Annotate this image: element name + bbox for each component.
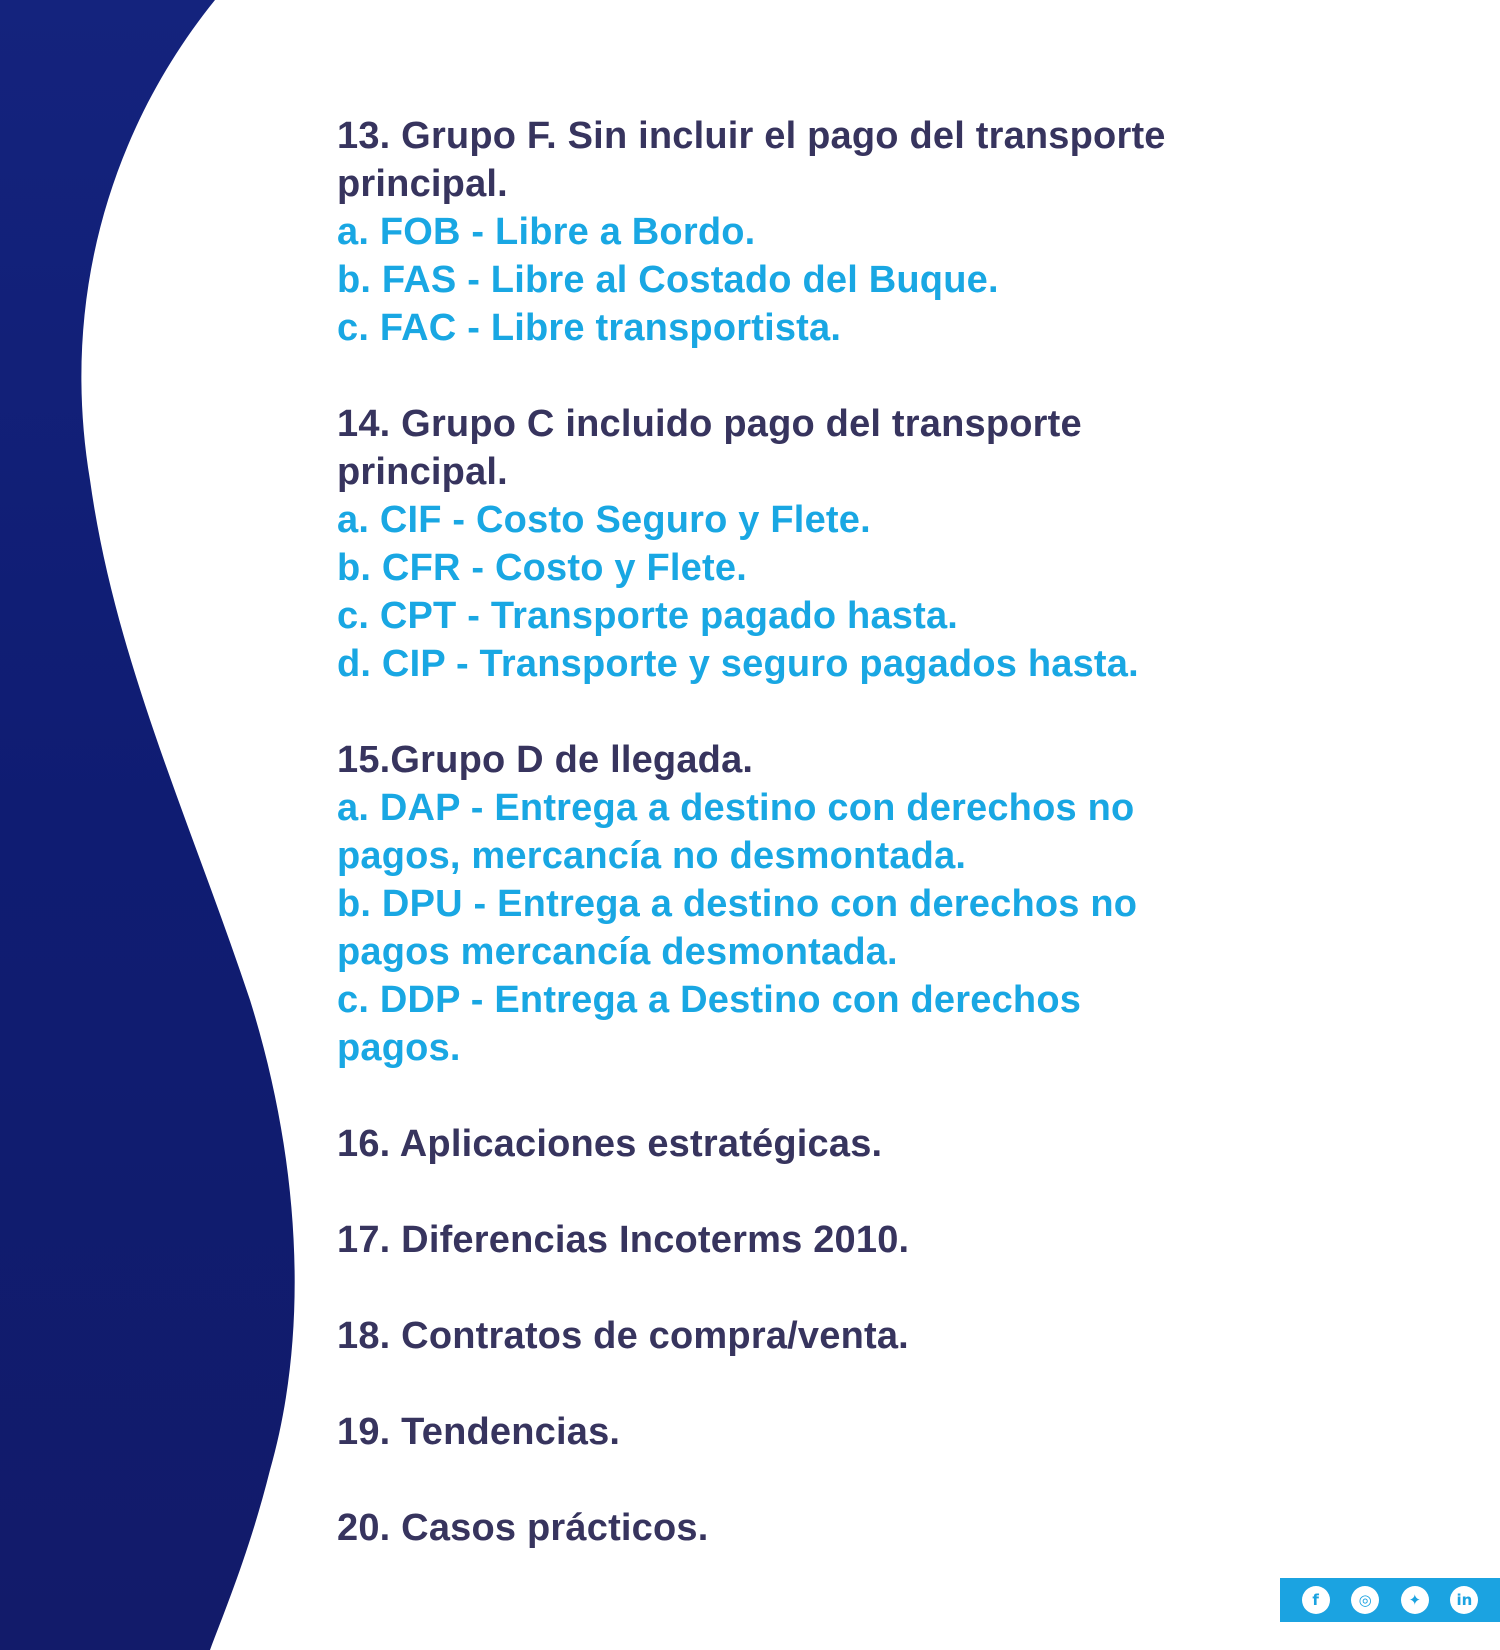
section-heading: 13. Grupo F. Sin incluir el pago del transporte bbox=[337, 115, 1166, 157]
subitem: a. CIF - Costo Seguro y Flete. bbox=[337, 499, 871, 541]
subitem: pagos. bbox=[337, 1027, 461, 1069]
subitem: b. FAS - Libre al Costado del Buque. bbox=[337, 259, 999, 301]
subitem: pagos mercancía desmontada. bbox=[337, 931, 898, 973]
section-heading: 19. Tendencias. bbox=[337, 1411, 621, 1453]
section-18 bbox=[337, 1312, 1457, 1360]
subitem: a. DAP - Entrega a destino con derechos no bbox=[337, 787, 1135, 829]
social-bar bbox=[1280, 1578, 1500, 1622]
section-20 bbox=[337, 1504, 1457, 1552]
subitem: b. CFR - Costo y Flete. bbox=[337, 547, 747, 589]
section-16 bbox=[337, 1120, 1457, 1168]
section-heading: 14. Grupo C incluido pago del transporte bbox=[337, 403, 1082, 445]
section-15 bbox=[337, 736, 1457, 1072]
instagram-icon[interactable]: ◎ bbox=[1351, 1586, 1379, 1614]
section-heading: 15.Grupo D de llegada. bbox=[337, 739, 754, 781]
twitter-icon[interactable]: ✦ bbox=[1401, 1586, 1429, 1614]
section-14 bbox=[337, 400, 1457, 688]
section-13 bbox=[337, 112, 1457, 352]
subitem: c. CPT - Transporte pagado hasta. bbox=[337, 595, 959, 637]
subitem: pagos, mercancía no desmontada. bbox=[337, 835, 967, 877]
facebook-icon[interactable]: f bbox=[1302, 1586, 1330, 1614]
subitem: d. CIP - Transporte y seguro pagados hasta. bbox=[337, 643, 1139, 685]
subitem: c. FAC - Libre transportista. bbox=[337, 307, 842, 349]
section-17 bbox=[337, 1216, 1457, 1264]
subitem: c. DDP - Entrega a Destino con derechos bbox=[337, 979, 1082, 1021]
section-heading: 17. Diferencias Incoterms 2010. bbox=[337, 1219, 910, 1261]
incoterms-outline bbox=[337, 112, 1457, 1600]
section-heading: 18. Contratos de compra/venta. bbox=[337, 1315, 909, 1357]
section-heading: principal. bbox=[337, 163, 508, 205]
section-19 bbox=[337, 1408, 1457, 1456]
section-heading: 20. Casos prácticos. bbox=[337, 1507, 709, 1549]
subitem: a. FOB - Libre a Bordo. bbox=[337, 211, 756, 253]
linkedin-icon[interactable]: in bbox=[1450, 1586, 1478, 1614]
section-heading: principal. bbox=[337, 451, 508, 493]
subitem: b. DPU - Entrega a destino con derechos no bbox=[337, 883, 1138, 925]
section-heading: 16. Aplicaciones estratégicas. bbox=[337, 1123, 883, 1165]
